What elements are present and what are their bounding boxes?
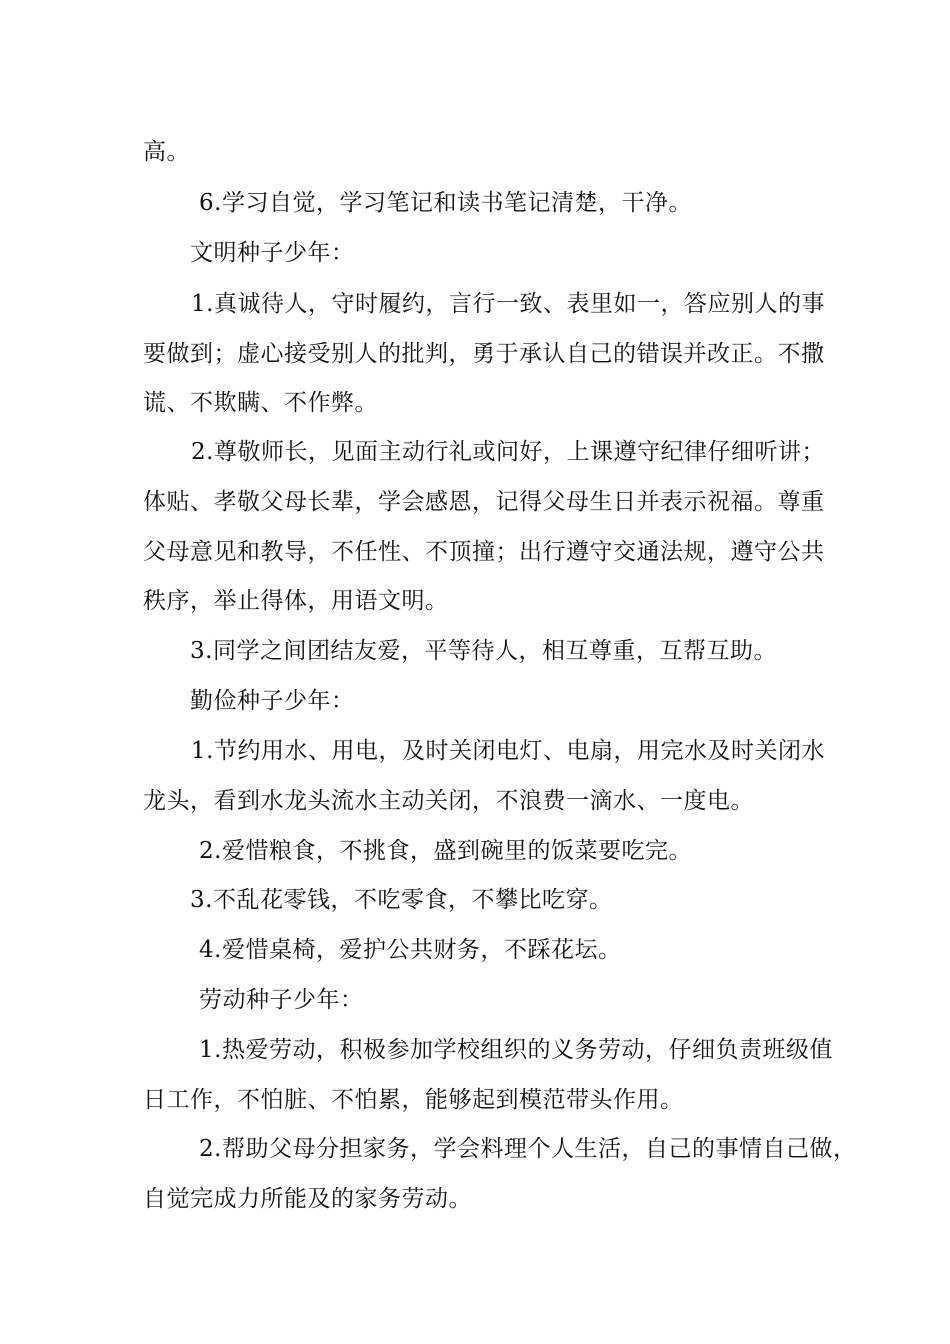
text-line: 日工作，不怕脏、不怕累，能够起到模范带头作用。	[143, 1087, 684, 1113]
text-line: 2.帮助父母分担家务，学会料理个人生活，自己的事情自己做，	[199, 1136, 857, 1162]
text-line: 1.节约用水、用电，及时关闭电灯、电扇，用完水及时关闭水	[191, 738, 825, 764]
text-line: 1.热爱劳动，积极参加学校组织的义务劳动，仔细负责班级值	[199, 1037, 833, 1063]
text-line: 体贴、孝敬父母长辈，学会感恩，记得父母生日并表示祝福。尊重	[143, 489, 825, 515]
text-line: 6.学习自觉，学习笔记和读书笔记清楚，干净。	[199, 190, 692, 216]
text-line: 1.真诚待人，守时履约，言行一致、表里如一，答应别人的事	[191, 291, 825, 317]
text-line: 2.爱惜粮食，不挑食，盛到碗里的饭菜要吃完。	[199, 838, 692, 864]
text-line: 3.不乱花零钱，不吃零食，不攀比吃穿。	[190, 887, 613, 913]
text-line: 自觉完成力所能及的家务劳动。	[143, 1186, 472, 1212]
section-heading-thrift: 勤俭种子少年：	[190, 688, 355, 714]
text-line: 高。	[143, 139, 190, 165]
section-heading-labor: 劳动种子少年：	[199, 987, 364, 1013]
text-line: 要做到；虚心接受别人的批判，勇于承认自己的错误并改正。不撒	[143, 341, 825, 367]
text-line: 父母意见和教导，不任性、不顶撞；出行遵守交通法规，遵守公共	[143, 539, 825, 565]
text-line: 秩序，举止得体，用语文明。	[143, 588, 449, 614]
text-line: 4.爱惜桌椅，爱护公共财务，不踩花坛。	[199, 937, 622, 963]
text-line: 谎、不欺瞒、不作弊。	[143, 390, 378, 416]
section-heading-civility: 文明种子少年：	[190, 240, 355, 266]
text-line: 2.尊敬师长，见面主动行礼或问好，上课遵守纪律仔细听讲；	[191, 439, 825, 465]
text-line: 3.同学之间团结友爱，平等待人，相互尊重，互帮互助。	[190, 638, 777, 664]
text-line: 龙头，看到水龙头流水主动关闭，不浪费一滴水、一度电。	[143, 788, 754, 814]
